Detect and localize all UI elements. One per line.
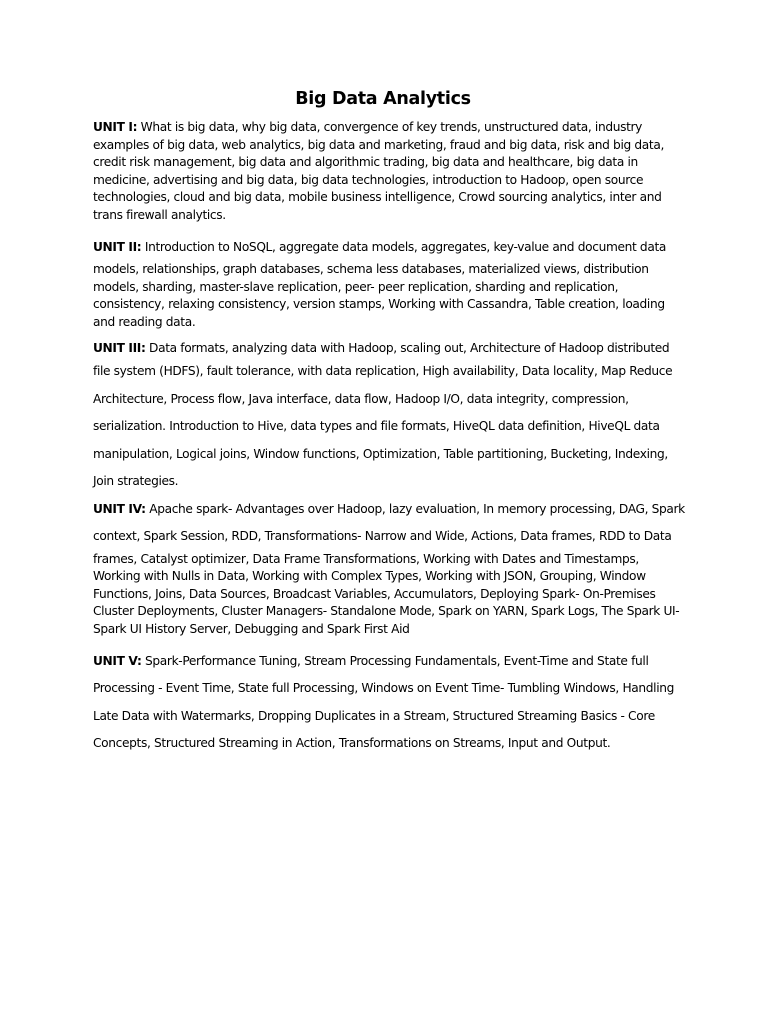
unit-3-line: file system (HDFS), fault tolerance, with data replication, High availability, Data locality, Map Reduce [93,364,673,379]
unit-5-line [93,648,673,676]
document-title: Big Data Analytics [295,89,471,109]
unit-1-line: examples of big data, web analytics, big data and marketing, fraud and big data, risk and big data, [93,137,664,152]
unit-2-text: Introduction to NoSQL, aggregate data models, aggregates, key-value and document data [141,239,666,254]
unit-2-line: models, relationships, graph databases, schema less databases, materialized views, distribution [93,262,649,277]
unit-3-line: Architecture, Process flow, Java interface, data flow, Hadoop I/O, data integrity, compression, [93,391,629,406]
unit-3-label: UNIT III: [93,341,146,356]
unit-4-paragraph [93,496,685,639]
unit-5-paragraph [93,648,673,758]
unit-5-line: Processing - Event Time, State full Processing, Windows on Event Time- Tumbling Windows, Handling [93,681,674,695]
unit-3-text: Data formats, analyzing data with Hadoop, scaling out, Architecture of Hadoop distributed [145,341,670,356]
unit-2-line: and reading data. [93,314,196,329]
unit-3-line: manipulation, Logical joins, Window functions, Optimization, Table partitioning, Bucketing, Indexing, [93,446,668,461]
unit-3-line: serialization. Introduction to Hive, data types and file formats, HiveQL data definition, HiveQL data [93,419,660,434]
unit-1-line: trans firewall analytics. [93,207,226,222]
unit-4-line: Functions, Joins, Data Sources, Broadcast Variables, Accumulators, Deploying Spark- On-Premises [93,586,656,601]
unit-1-line: medicine, advertising and big data, big data technologies, introduction to Hadoop, open source [93,172,644,187]
unit-5-text: Spark-Performance Tuning, Stream Processing Fundamentals, Event-Time and State full [141,653,649,668]
unit-4-line: context, Spark Session, RDD, Transformations- Narrow and Wide, Actions, Data frames, RDD to Data [93,529,672,544]
unit-5-line: Late Data with Watermarks, Dropping Duplicates in a Stream, Structured Streaming Basics - Core [93,708,655,723]
unit-1-line: credit risk management, big data and algorithmic trading, big data and healthcare, big data in [93,155,638,170]
unit-1-label: UNIT I: [93,120,138,134]
unit-5-line: Concepts, Structured Streaming in Action, Transformations on Streams, Input and Output. [93,736,611,750]
unit-3-paragraph [93,340,673,495]
unit-1-line: technologies, cloud and big data, mobile business intelligence, Crowd sourcing analytics, inter and [93,190,662,205]
unit-2-paragraph [93,234,673,332]
unit-2-line: models, sharding, master-slave replication, peer- peer replication, sharding and replication, [93,279,619,294]
unit-4-text: Apache spark- Advantages over Hadoop, lazy evaluation, In memory processing, DAG, Spark [145,501,685,516]
unit-3-line [93,340,673,358]
unit-4-line: Spark UI History Server, Debugging and Spark First Aid [93,621,410,636]
unit-4-line: Working with Nulls in Data, Working with Complex Types, Working with JSON, Grouping, Window [93,569,646,584]
unit-4-line: Cluster Deployments, Cluster Managers- Standalone Mode, Spark on YARN, Spark Logs, The Spark UI- [93,604,680,619]
unit-1-paragraph [93,119,673,225]
unit-5-label: UNIT V: [93,653,142,668]
unit-2-line [93,234,673,262]
unit-1-line [93,119,673,137]
unit-4-label: UNIT IV: [93,501,146,516]
unit-3-line: Join strategies. [93,474,179,489]
unit-2-label: UNIT II: [93,239,142,254]
unit-1-text: What is big data, why big data, convergence of key trends, unstructured data, industry [137,120,643,134]
unit-2-line: consistency, relaxing consistency, version stamps, Working with Cassandra, Table creation, loading [93,297,665,312]
unit-4-line: frames, Catalyst optimizer, Data Frame Transformations, Working with Dates and Timestamps, [93,551,639,566]
document-page [93,86,685,758]
unit-4-line [93,496,685,524]
